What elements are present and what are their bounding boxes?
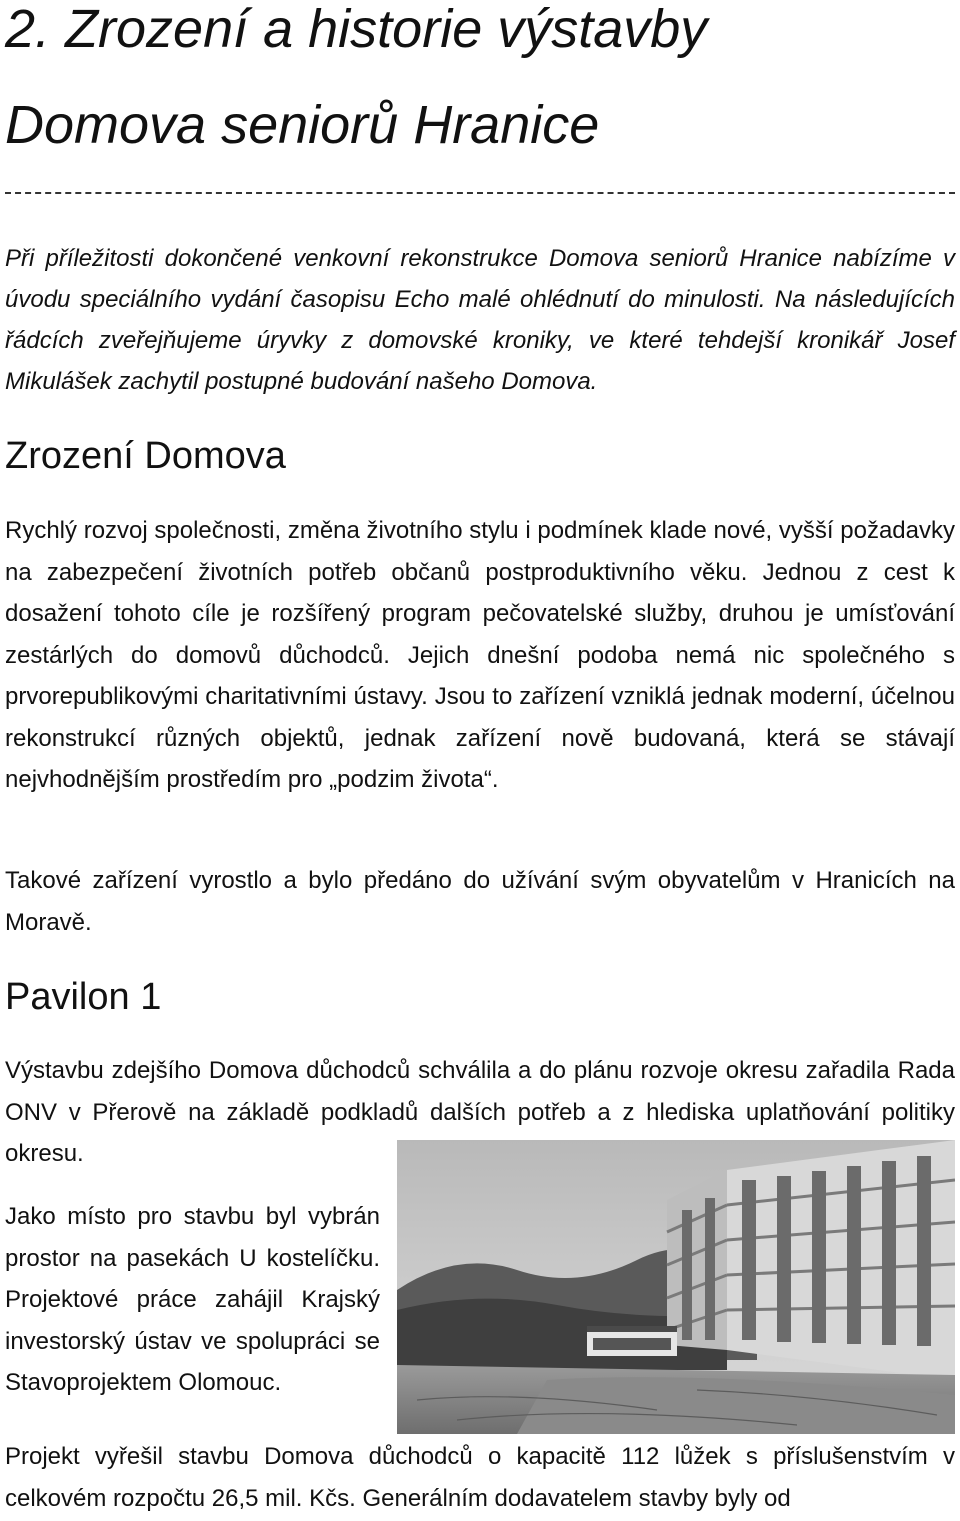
zrozeni-paragraph-2: Takové zařízení vyrostlo a bylo předáno do užívání svým obyvatelům v Hranicích na Moravě.: [5, 867, 955, 936]
title-line-1: 2. Zrození a historie výstavby: [5, 0, 708, 59]
dashed-divider: [5, 192, 955, 194]
building-photo-illustration: [397, 1140, 955, 1434]
intro-paragraph: Při příležitosti dokončené venkovní rekonstrukce Domova seniorů Hranice nabízíme v úvodu speciálního vydání časopisu Echo malé ohlédnutí do minulosti. Na následujících řádcích zveřejňujeme úryvky z domovské kroniky, ve které tehdejší kronikář Josef Mikulášek zachytil postupné budování našeho Domova.: [5, 245, 955, 395]
pavilon-paragraph-3: Projekt vyřešil stavbu Domova důchodců o kapacitě 112 lůžek s příslušenstvím v celkovém rozpočtu 26,5 mil. Kčs. Generálním dodavatelem stavby byly od: [5, 1443, 955, 1512]
pavilon-paragraph-1: Výstavbu zdejšího Domova důchodců schválila a do plánu rozvoje okresu zařadila Rada ONV v Přerově na základě podkladů dalších potřeb a z hlediska uplatňování politiky okresu.: [5, 1057, 955, 1167]
zrozeni-paragraph-1: Rychlý rozvoj společnosti, změna životního stylu i podmínek klade nové, vyšší požadavky na zabezpečení životních potřeb občanů postproduktivního věku. Jednou z cest k dosažení tohoto cíle je rozšířený program pečovatelské služby, druhou je umísťování zestárlých do domovů důchodců. Jejich dnešní podoba nemá nic společného s prvorepublikovými charitativními ústavy. Jsou to zařízení vzniklá jednak moderní, účelnou rekonstrukcí různých objektů, jednak zařízení nově budovaná, která se stávají nejvhodnějším prostředím pro „podzim života“.: [5, 517, 955, 793]
section-heading-zrozeni: Zrození Domova: [5, 435, 286, 477]
building-photo: [397, 1140, 955, 1434]
section-heading-pavilon: Pavilon 1: [5, 976, 162, 1018]
pavilon-paragraph-2: Jako místo pro stavbu byl vybrán prostor na pasekách U kostelíčku. Projektové práce zahájil Krajský investorský ústav ve spolupráci se Stavoprojektem Olomouc.: [5, 1203, 380, 1396]
title-line-2: Domova seniorů Hranice: [5, 95, 600, 155]
